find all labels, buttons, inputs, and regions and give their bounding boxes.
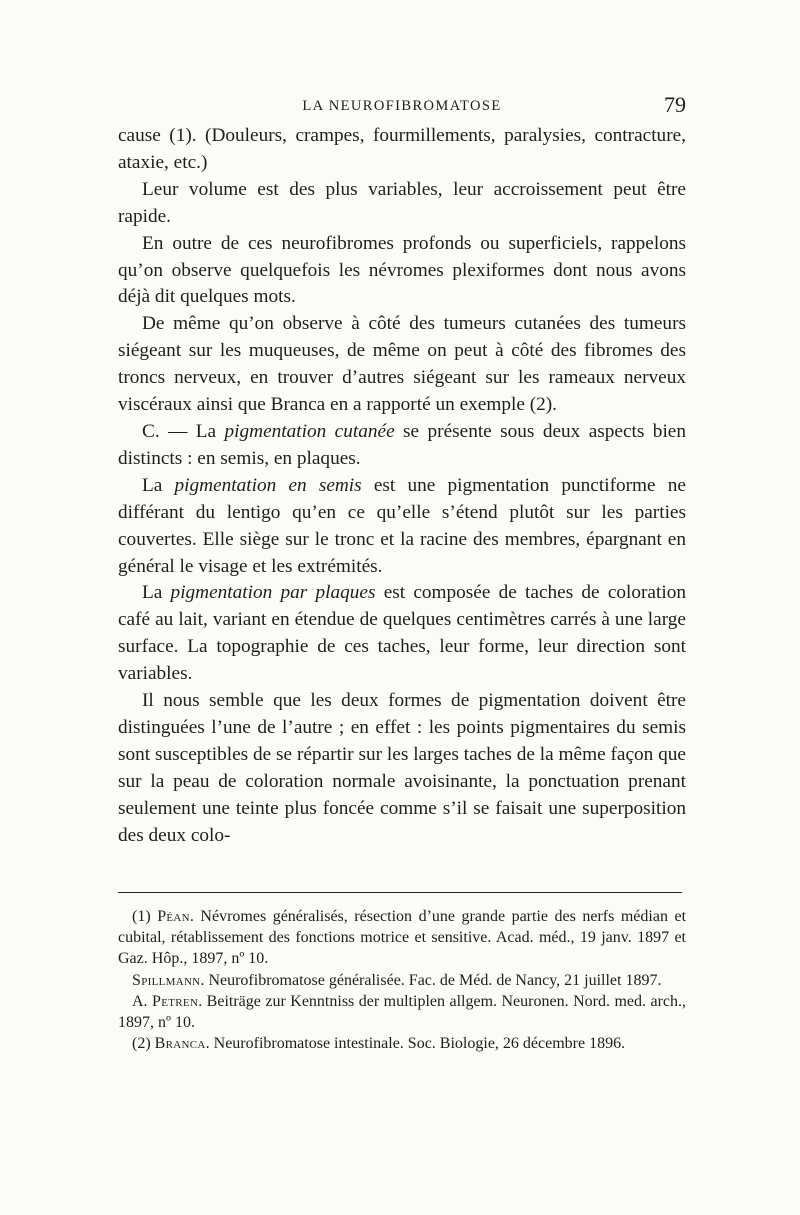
term-pigmentation-par-plaques: pigmentation par plaques [170, 582, 376, 604]
footnote-2-author: Spillmann [132, 971, 201, 989]
footnote-1-text: . Névromes généralisés, résection d’une grande partie des nerfs médian et cubital, rétablissement des fonctions motrice et sensitive. Acad. méd., 19 janv. 1897 et Gaz. Hôp., 1897, nº 10. [118, 908, 687, 968]
paragraph-5-lead: C. — La [142, 420, 225, 442]
paragraph-1: cause (1). (Douleurs, crampes, fourmillements, paralysies, contracture, ataxie, etc.) [118, 125, 686, 173]
running-title: LA NEUROFIBROMATOSE [302, 98, 502, 114]
footnote-2 [118, 970, 686, 991]
footnote-3-lead: A. [132, 992, 153, 1010]
footnote-1-mark: (1) [132, 908, 158, 925]
paragraph-4: De même qu’on observe à côté des tumeurs cutanées des tumeurs siégeant sur les muqueuses, de même on peut à côté des fibromes des troncs nerveux, en trouver d’autres siégeant sur les rameaux nerveux viscéraux ainsi que Branca en a rapporté un exemple (2). [118, 313, 686, 416]
paragraph-2: Leur volume est des plus variables, leur accroissement peut être rapide. [118, 178, 686, 227]
paragraph-6 [118, 473, 686, 581]
paragraph-5-rest: se présente sous deux aspects bien distincts : en semis, en plaques. [118, 420, 686, 469]
paragraph-7-lead: La [142, 582, 171, 604]
term-pigmentation-cutanee: pigmentation cutanée [224, 420, 395, 442]
footnote-4-text: . Neurofibromatose intestinale. Soc. Biologie, 26 décembre 1896. [205, 1035, 626, 1053]
footnote-4-mark: (2) [132, 1035, 155, 1053]
paragraph-7 [118, 580, 686, 688]
footnote-3-text: . Beiträge zur Kenntniss der multiplen allgem. Neuronen. Nord. med. arch., 1897, nº 10. [118, 992, 686, 1032]
page-number: 79 [664, 92, 686, 117]
paragraph-6-lead: La [142, 474, 175, 496]
paragraph-5 [118, 419, 686, 473]
footnote-2-text: . Neurofibromatose généralisée. Fac. de Méd. de Nancy, 21 juillet 1897. [200, 971, 662, 989]
footnote-4 [118, 1033, 686, 1054]
footnote-rule [118, 892, 682, 893]
paragraph-8: Il nous semble que les deux formes de pigmentation doivent être distinguées l’une de l’autre ; en effet : les points pigmentaires du semis sont susceptibles de se répartir sur les larges taches de la même façon que sur la peau de coloration normale avoisinante, la ponctuation prenant seulement une teinte plus foncée comme s’il se faisait une superposition des deux colo- [118, 690, 686, 846]
paragraph-6-rest: est une pigmentation punctiforme ne différant du lentigo qu’en ce qu’elle s’étend plutôt sur les parties couvertes. Elle siège sur le tronc et la racine des membres, épargnant en général le visage et les extrémités. [118, 474, 686, 577]
page-header [118, 92, 686, 120]
footnote-1 [118, 906, 686, 970]
footnotes [118, 906, 686, 1054]
footnote-3-author: Petren [152, 992, 199, 1010]
term-pigmentation-en-semis: pigmentation en semis [174, 474, 362, 496]
footnote-3 [118, 991, 686, 1033]
paragraph-3: En outre de ces neurofibromes profonds ou superficiels, rappelons qu’on observe quelquefois les névromes plexiformes dont nous avons déjà dit quelques mots. [118, 232, 686, 308]
body-text [118, 123, 686, 849]
footnote-4-author: Branca [154, 1035, 206, 1053]
paragraph-7-rest: est composée de taches de coloration café au lait, variant en étendue de quelques centimètres carrés à une large surface. La topographie de ces taches, leur forme, leur direction sont variables. [118, 582, 686, 685]
footnote-1-author: Péan [157, 908, 190, 925]
